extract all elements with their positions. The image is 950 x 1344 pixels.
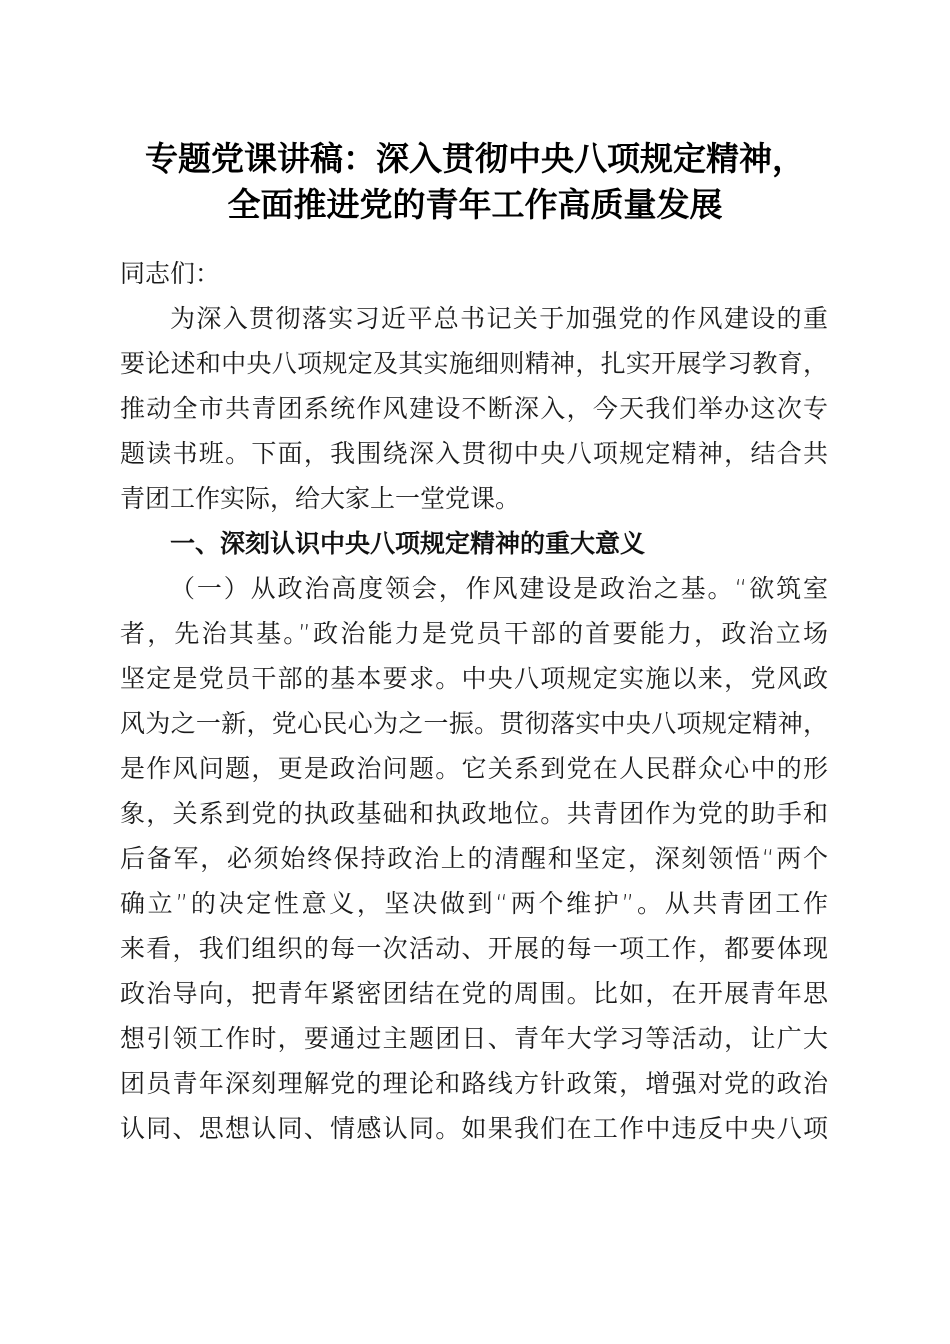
subsection-1-line: 后备军，必须始终保持政治上的清醒和坚定，深刻领悟“两个 (120, 844, 828, 873)
subsection-1-line: 来看，我们组织的每一次活动、开展的每一项工作，都要体现 (120, 934, 828, 963)
subsection-1-line: 确立”的决定性意义，坚决做到“两个维护”。从共青团工作 (120, 889, 828, 918)
subsection-1-line: （一）从政治高度领会，作风建设是政治之基。“欲筑室 (170, 574, 828, 603)
intro-paragraph-line: 题读书班。下面，我围绕深入贯彻中央八项规定精神，结合共 (120, 439, 828, 468)
subsection-1-line: 是作风问题，更是政治问题。它关系到党在人民群众心中的形 (120, 754, 828, 783)
salutation: 同志们： (120, 259, 221, 288)
intro-paragraph-line: 为深入贯彻落实习近平总书记关于加强党的作风建设的重 (170, 304, 828, 333)
subsection-1-line: 坚定是党员干部的基本要求。中央八项规定实施以来，党风政 (120, 664, 828, 693)
document-title-line-2: 全面推进党的青年工作高质量发展 (227, 185, 723, 224)
subsection-1-line: 风为之一新，党心民心为之一振。贯彻落实中央八项规定精神， (120, 709, 828, 738)
subsection-1-line: 象，关系到党的执政基础和执政地位。共青团作为党的助手和 (120, 799, 828, 828)
subsection-1-line: 想引领工作时，要通过主题团日、青年大学习等活动，让广大 (120, 1024, 828, 1053)
subsection-1-line: 政治导向，把青年紧密团结在党的周围。比如，在开展青年思 (120, 979, 828, 1008)
intro-paragraph-line: 青团工作实际，给大家上一堂党课。 (120, 484, 521, 513)
intro-paragraph-line: 要论述和中央八项规定及其实施细则精神，扎实开展学习教育， (120, 349, 828, 378)
section-heading-1: 一、深刻认识中央八项规定精神的重大意义 (170, 529, 646, 558)
subsection-1-line: 认同、思想认同、情感认同。如果我们在工作中违反中央八项 (120, 1114, 828, 1143)
document-title-line-1: 专题党课讲稿：深入贯彻中央八项规定精神， (145, 139, 805, 178)
subsection-1-line: 团员青年深刻理解党的理论和路线方针政策，增强对党的政治 (120, 1069, 828, 1098)
subsection-1-line: 者，先治其基。”政治能力是党员干部的首要能力，政治立场 (120, 619, 828, 648)
intro-paragraph-line: 推动全市共青团系统作风建设不断深入，今天我们举办这次专 (120, 394, 828, 423)
